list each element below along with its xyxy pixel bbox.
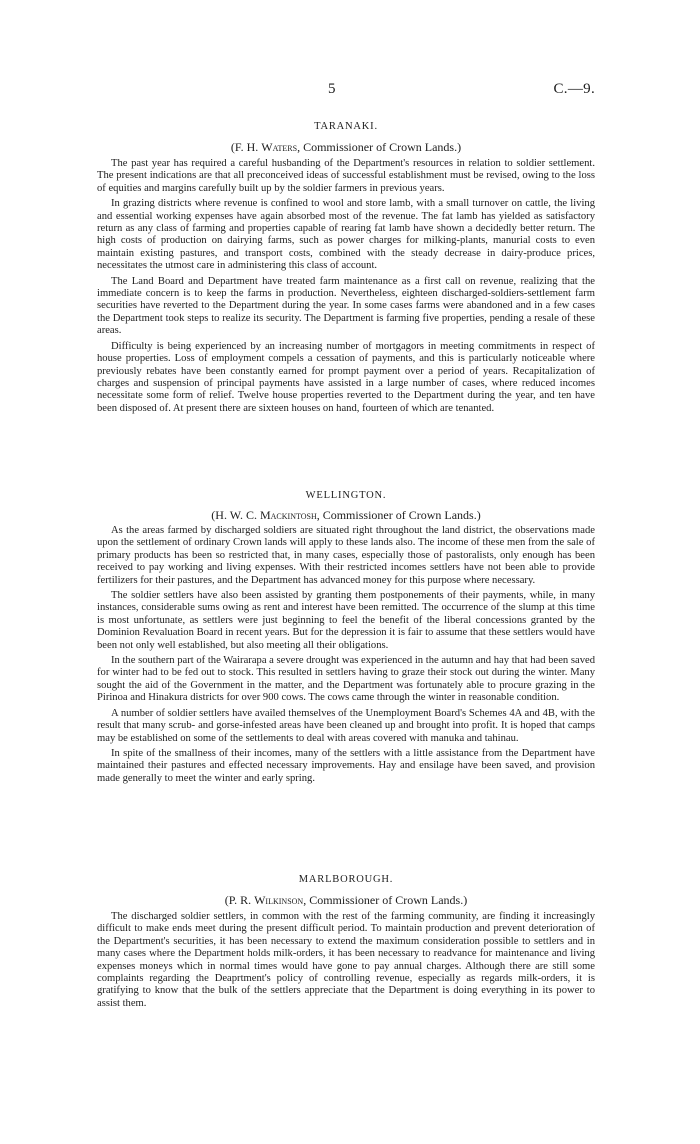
section-title: MARLBOROUGH. (298, 874, 394, 885)
commissioner-prefix: (F. H. (230, 140, 262, 154)
paragraph: Difficulty is being experienced by an increasing number of mortgagors in meeting commitments in respect of house properties. Loss of employment compels a cessation of payments, and this is particularly noticeable where previously rebates have been constantly earned for prompt payment over a period of years. Recapitalization of charges and suspension of principal payments have assisted in a large number of cases, where reduced incomes necessitate some form of relief. Twelve house properties reverted to the Department during the year, and ten have been disposed of. At present there are sixteen houses on hand, fourteen of which are tenanted. (97, 340, 595, 414)
document-page (97, 0, 595, 1144)
section-taranaki (97, 120, 595, 418)
section-marlborough (97, 873, 595, 1013)
commissioner-line (97, 892, 595, 908)
page-number: 5 (328, 81, 336, 97)
commissioner-suffix: , Commissioner of Crown Lands.) (297, 140, 462, 154)
paragraph: A number of soldier settlers have availed themselves of the Unemployment Board's Schemes 4A and 4B, with the result that many scrub- and gorse-infested areas have been cleaned up and brought into profit. It is hoped that camps may be established on some of the settlements to deal with areas covered with manuka and tahinau. (97, 707, 595, 744)
paragraph: As the areas farmed by discharged soldiers are situated right throughout the land district, the observations made upon the settlement of ordinary Crown lands will apply to these lands also. The income of these men from the sale of primary products has been so restricted that, in many cases, especially those of pastoralists, only enough has been received to pay working and living expenses. With their restricted incomes settlers have not been able to provide fertilizers for their pastures, and the Department has advanced money for this purpose where necessary. (97, 525, 595, 586)
commissioner-name: Waters (261, 140, 298, 154)
paragraph: The soldier settlers have also been assisted by granting them postponements of their payments, while, in many instances, considerable sums owing as rent and interest have been remitted. The occurrence of the slump at this time is most unfortunate, as settlers were just beginning to feel the benefit of the liberal concessions granted by the Dominion Revaluation Board in recent years. But for the depression it is fair to assume that these settlers would have been not only well established, but also meeting all their obligations. (97, 590, 595, 651)
paragraph: In spite of the smallness of their incomes, many of the settlers with a little assistance from the Department have maintained their pastures and effected necessary improvements. Hay and ensilage have been saved, and provision made generally to meet the winter and early spring. (97, 747, 595, 784)
paragraph: In the southern part of the Wairarapa a severe drought was experienced in the autumn and hay that had been saved for winter had to be fed out to stock. This resulted in settlers having to graze their stock out during the winter. Many sought the aid of the Government in the matter, and the Department was fortunately able to procure grazing in the Pirinoa and Hinakura districts for over 900 cows. The cows came through the winter in reasonable condition. (97, 655, 595, 704)
section-title: TARANAKI. (314, 121, 378, 132)
commissioner-prefix: (H. W. C. (211, 508, 260, 522)
commissioner-prefix: (P. R. (224, 893, 255, 907)
commissioner-name: Mackintosh (259, 508, 317, 522)
page-header (97, 81, 595, 101)
section-wellington (97, 489, 595, 788)
commissioner-suffix: , Commissioner of Crown Lands.) (316, 508, 481, 522)
document-reference: C.—9. (553, 81, 595, 97)
paragraph: The discharged soldier settlers, in common with the rest of the farming community, are finding it increasingly difficult to make ends meet during the present difficult period. To maintain production and prevent deterioration of the Department's securities, it has been necessary to extend the maximum consideration possible to settlers and in many cases where the Department holds milk-orders, it has been necessary to readvance for maintenance and living expenses moneys which in normal times would have gone to pay annual charges. Although there are still some complaints regarding the Deaprtment's policy of controlling revenue, especially as regards milk-orders, it is gratifying to know that the bulk of the settlers appreciate that the Department is doing everything in its power to assist them. (97, 911, 595, 1009)
commissioner-name: Wilkinson (254, 893, 304, 907)
paragraph: In grazing districts where revenue is confined to wool and store lamb, with a small turnover on cattle, the living and essential working expenses have again absorbed most of the revenue. The fat lamb has yielded as satisfactory return as any class of farming and properties capable of rearing fat lamb have shown a decidedly better return. The high costs of production on dairying farms, such as power charges for milking-plants, manurial costs to even maintain existing pastures, and transport costs, combined with the steady decrease in dairy-produce prices, necessitates the utmost care in administering this class of account. (97, 198, 595, 272)
section-title: WELLINGTON. (305, 490, 387, 501)
paragraph: The Land Board and Department have treated farm maintenance as a first call on revenue, realizing that the immediate concern is to keep the farms in production. Nevertheless, eighteen discharged-soldiers-settlement farm securities have reverted to the Department during the year. In some cases farms were abandoned and in a few cases the Department took steps to realize its security. The Department is farming five properties, pending a resale of these areas. (97, 275, 595, 337)
commissioner-suffix: , Commissioner of Crown Lands.) (303, 893, 468, 907)
paragraph: The past year has required a careful husbanding of the Department's resources in relation to soldier settlement. The present indications are that all preconceived ideas of successful establishment must be revised, owing to the loss of equities and margins carefully built up by the soldier farmers in previous years. (97, 158, 595, 194)
commissioner-line (97, 139, 595, 155)
commissioner-line (97, 507, 595, 523)
